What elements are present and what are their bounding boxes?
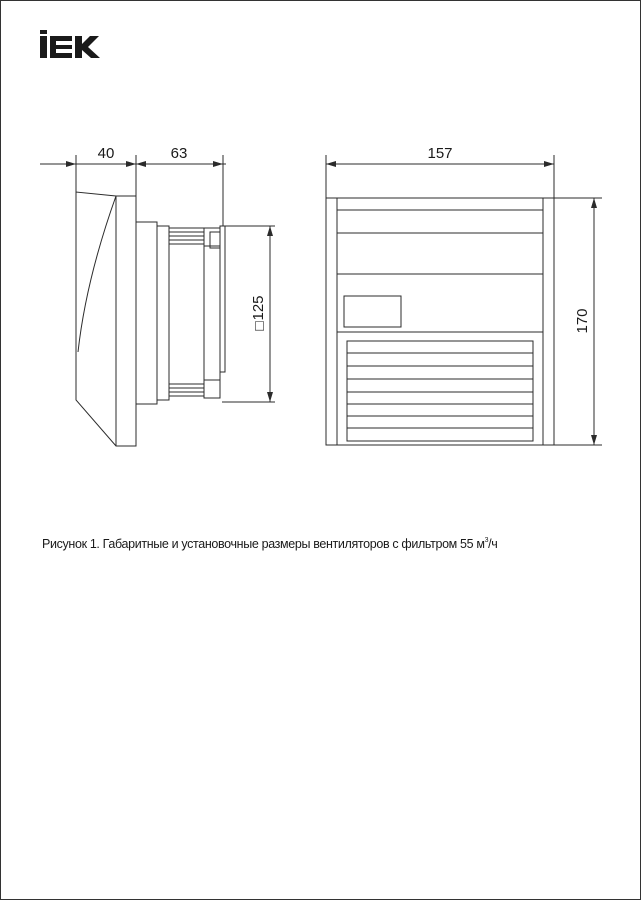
caption-superscript: 3	[484, 537, 489, 544]
side-view	[76, 192, 275, 446]
figure-caption	[42, 537, 497, 551]
dim-height: 170	[574, 308, 591, 334]
dim-depth-body: 63	[170, 145, 188, 162]
front-view	[326, 198, 554, 445]
dim-depth-front: 40	[97, 145, 115, 162]
dimension-arrows	[66, 161, 597, 445]
cutout-square-symbol: □	[251, 321, 268, 331]
caption-text: Рисунок 1. Габаритные и установочные размеры вентиляторов с фильтром 55 м	[42, 537, 485, 551]
side-dimension-lines	[40, 155, 270, 402]
dim-width: 157	[427, 145, 453, 162]
dim-cutout: 125	[250, 295, 267, 321]
caption-unit-tail: /ч	[488, 537, 498, 551]
